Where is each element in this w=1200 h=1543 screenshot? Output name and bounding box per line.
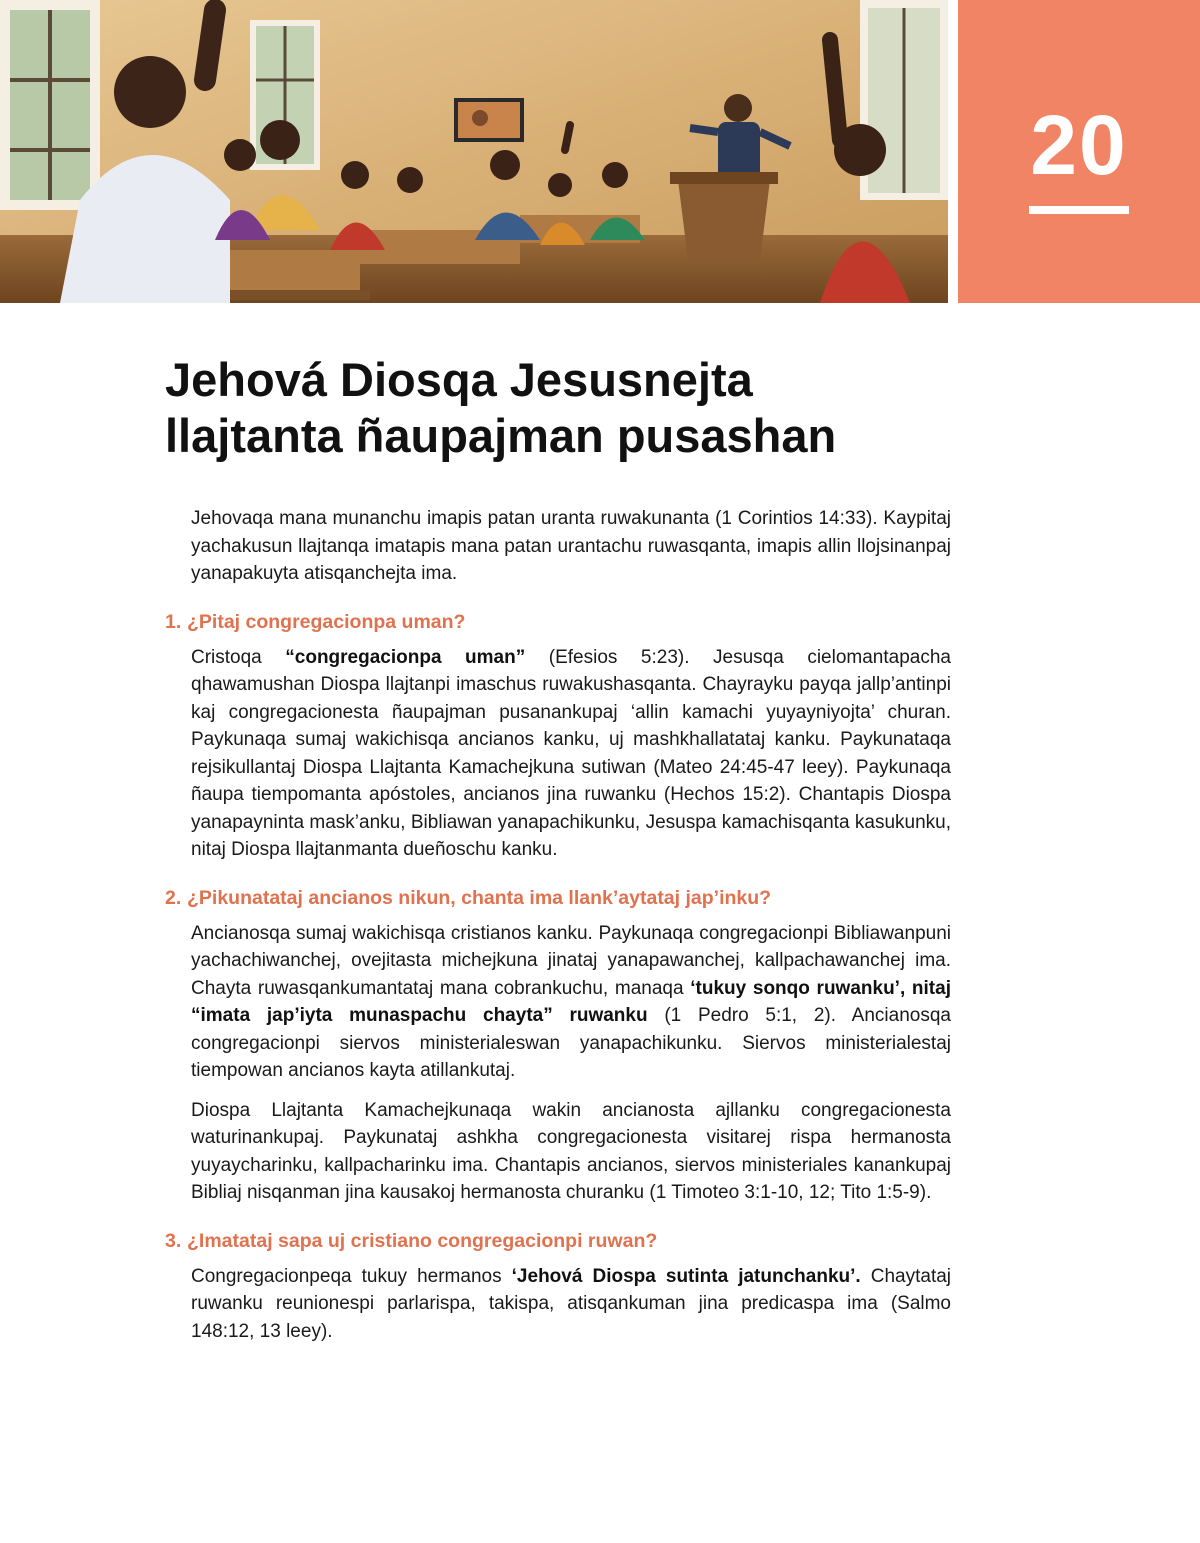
- text-run: (Efesios 5:23). Jesusqa cielomantapacha qhawamushan Diospa llajtanpi imaschus ruwakushasqanta. Chayrayku payqa jallp’antinpi kaj congregacionesta ñaupajman pusanankupaj ‘allin kamachi yuyayniyojta’ churan. Paykunaqa sumaj wakichisqa ancianos kanku, uj mashkhallatataj kanku. Paykunataqa rejsikullantaj Diospa Llajtanta Kamachejkuna sutiwan (Mateo 24:45-47 leey). Paykunaqa ñaupa tiempomanta apóstoles, ancianos jina ruwanku (Hechos 15:2). Chantapis Diospa yanapayninta mask’anku, Bibliawan yanapachikunku, Jesuspa kamachisqanta kasukunku, nitaj Diospa llajtanmanta dueñoschu kanku.: [191, 646, 951, 860]
- question-heading-2: [165, 884, 951, 912]
- text-run: (1 Pedro 5:1, 2). Ancianosqa congregacionpi siervos ministerialeswan yanapachikunku. Siervos ministerialestaj tiempowan ancianos kayta atillankutaj.: [191, 1005, 951, 1081]
- bold-quote: ‘Jehová Diospa sutinta jatunchanku’.: [511, 1265, 861, 1287]
- title-line-1: Jehová Diosqa Jesusnejta: [165, 353, 753, 406]
- section-3-paragraph: [191, 1263, 951, 1346]
- question-text: ¿Imatataj sapa uj cristiano congregacionpi ruwan?: [187, 1229, 658, 1252]
- question-number: 3.: [165, 1229, 182, 1252]
- lesson-content: [165, 505, 951, 1357]
- section-2-paragraph-2: Diospa Llajtanta Kamachejkunaqa wakin ancianosta ajllanku congregacionesta waturinankupaj. Paykunataj ashkha congregacionesta visitarej rispa hermanosta yuyaycharinku, kallpacharinku ima. Chantapis ancianos, siervos ministeriales kanankupaj Bibliaj nisqanman jina kausakoj hermanosta churanku (1 Timoteo 3:1-10, 12; Tito 1:5-9).: [191, 1099, 951, 1203]
- question-text: ¿Pikunatataj ancianos nikun, chanta ima llank’aytataj jap’inku?: [187, 886, 772, 909]
- congregation-meeting-illustration: [0, 0, 948, 303]
- window-left: [0, 0, 100, 210]
- text-run: Chaytataj ruwanku reunionespi parlarispa, takispa, atisqankuman jina predicaspa ima (Salmo 148:12, 13 leey).: [191, 1265, 952, 1342]
- video-screen: [454, 98, 524, 142]
- text-run: Ancianosqa sumaj wakichisqa cristianos kanku. Paykunaqa congregacionpi Bibliawanpuni yachachiwanchej, ovejitasta michejkuna jinataj yanapawanchej, kallpachawanchej ima. Chayta ruwasqankumantataj mana cobrankuchu, manaqa: [191, 922, 951, 999]
- question-number: 2.: [165, 886, 182, 909]
- question-number: 1.: [165, 610, 182, 633]
- question-text: ¿Pitaj congregacionpa uman?: [187, 610, 466, 633]
- section-2-paragraph-1: [191, 920, 951, 1085]
- intro-paragraph: Jehovaqa mana munanchu imapis patan uranta ruwakunanta (1 Corintios 14:33). Kaypitaj yachakusun llajtanqa imatapis mana patan urantachu ruwasqanta, imapis allin llojsinanpaj yanapakuyta atisqanchejta ima.: [191, 508, 951, 584]
- lesson-number: 20: [1030, 98, 1128, 192]
- question-heading-3: [165, 1227, 951, 1255]
- text-run: Congregacionpeqa tukuy hermanos: [191, 1265, 512, 1287]
- bold-quote: ‘tukuy sonqo ruwanku’, nitaj “imata jap’iyta munaspachu chayta” ruwanku: [191, 977, 951, 1026]
- hero-photo: [0, 0, 948, 303]
- lesson-number-badge: [958, 0, 1200, 303]
- title-line-2: llajtanta ñaupajman pusashan: [165, 409, 837, 462]
- section-1-paragraph: [191, 644, 951, 864]
- text-run: Cristoqa: [191, 646, 286, 668]
- bold-quote: “congregacionpa uman”: [285, 646, 526, 668]
- question-heading-1: [165, 608, 951, 636]
- badge-underline: [1029, 206, 1129, 214]
- lesson-title: [165, 352, 985, 464]
